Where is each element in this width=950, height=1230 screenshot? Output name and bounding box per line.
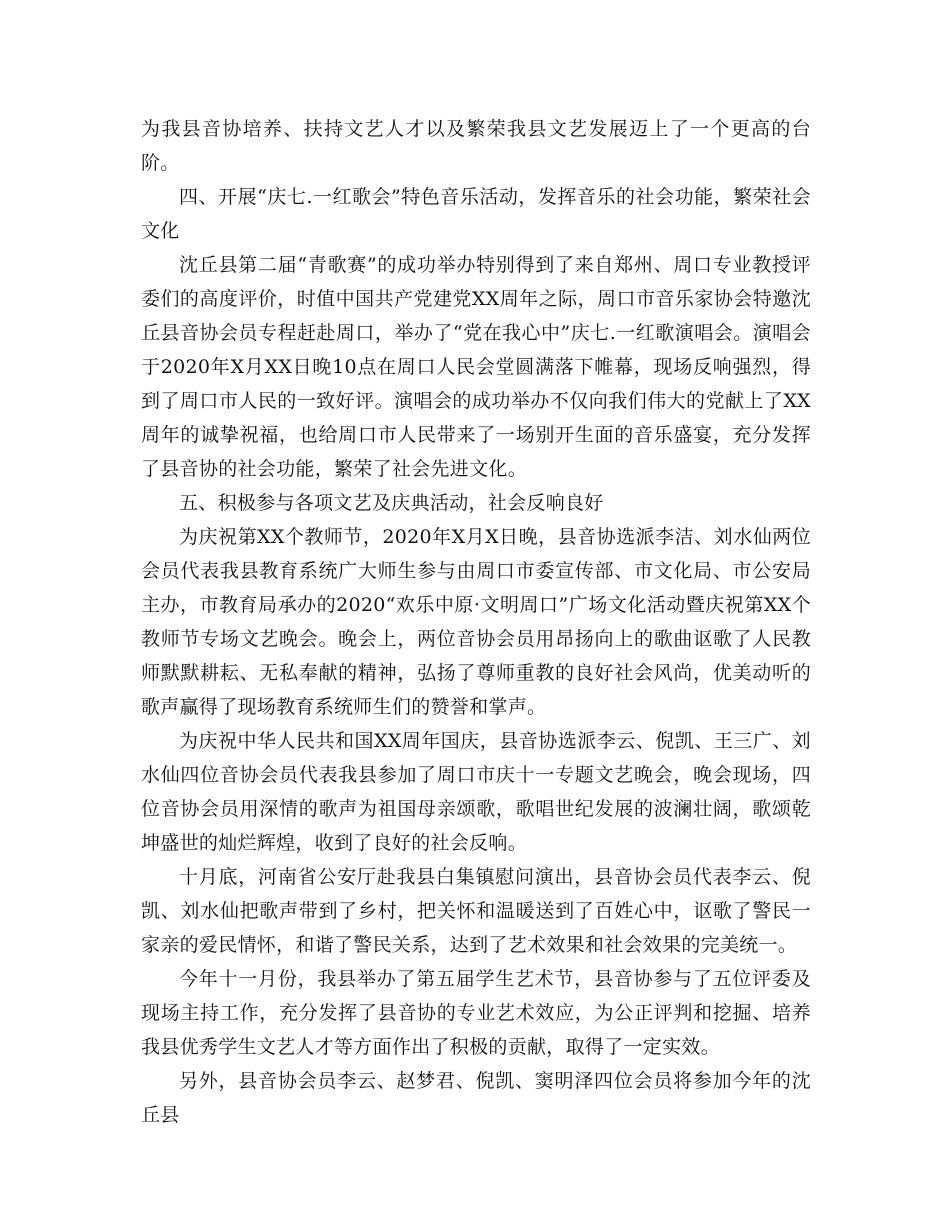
document-body [141, 112, 811, 1132]
paragraph-continuation: 为我县音协培养、扶持文艺人才以及繁荣我县文艺发展迈上了一个更高的台阶。 [141, 118, 811, 174]
paragraph-teachers-day: 为庆祝第XX个教师节，2020年X月X日晚，县音协选派李洁、刘水仙两位会员代表我县教育系统广大师生参与由周口市委宣传部、市文化局、市公安局主办，市教育局承办的2020“欢乐中原·文明周口”广场文化活动暨庆祝第XX个教师节专场文艺晚会。晚会上，两位音协会员用昂扬向上的歌曲讴歌了人民教师默默耕耘、无私奉献的精神，弘扬了尊师重教的良好社会风尚，优美动听的歌声赢得了现场教育系统师生们的赞誉和掌声。 [141, 526, 811, 718]
paragraph-national-day: 为庆祝中华人民共和国XX周年国庆，县音协选派李云、倪凯、王三广、刘水仙四位音协会员代表我县参加了周口市庆十一专题文艺晚会，晚会现场，四位音协会员用深情的歌声为祖国母亲颂歌，歌唱世纪发展的波澜壮阔，歌颂乾坤盛世的灿烂辉煌，收到了良好的社会反响。 [141, 730, 811, 854]
section-heading-four: 四、开展“庆七.一红歌会”特色音乐活动，发挥音乐的社会功能，繁荣社会文化 [141, 186, 811, 242]
paragraph-red-song-concert: 沈丘县第二届“青歌赛”的成功举办特别得到了来自郑州、周口专业教授评委们的高度评价，时值中国共产党建党XX周年之际，周口市音乐家协会特邀沈丘县音协会员专程赶赴周口，举办了“党在我心中”庆七.一红歌演唱会。演唱会于2020年X月XX日晚10点在周口人民会堂圆满落下帷幕，现场反响强烈，得到了周口市人民的一致好评。演唱会的成功举办不仅向我们伟大的党献上了XX周年的诚挚祝福，也给周口市人民带来了一场别开生面的音乐盛宴，充分发挥了县音协的社会功能，繁荣了社会先进文化。 [141, 254, 811, 480]
paragraph-additional-members: 另外，县音协会员李云、赵梦君、倪凯、窦明泽四位会员将参加今年的沈丘县 [141, 1070, 811, 1126]
section-heading-five: 五、积极参与各项文艺及庆典活动，社会反响良好 [179, 492, 604, 514]
paragraph-police-performance: 十月底，河南省公安厅赴我县白集镇慰问演出，县音协会员代表李云、倪凯、刘水仙把歌声带到了乡村，把关怀和温暖送到了百姓心中，讴歌了警民一家亲的爱民情怀，和谐了警民关系，达到了艺术效果和社会效果的完美统一。 [141, 866, 811, 956]
paragraph-student-art-festival: 今年十一月份，我县举办了第五届学生艺术节，县音协参与了五位评委及现场主持工作，充分发挥了县音协的专业艺术效应，为公正评判和挖掘、培养我县优秀学生文艺人才等方面作出了积极的贡献，取得了一定实效。 [141, 968, 811, 1058]
